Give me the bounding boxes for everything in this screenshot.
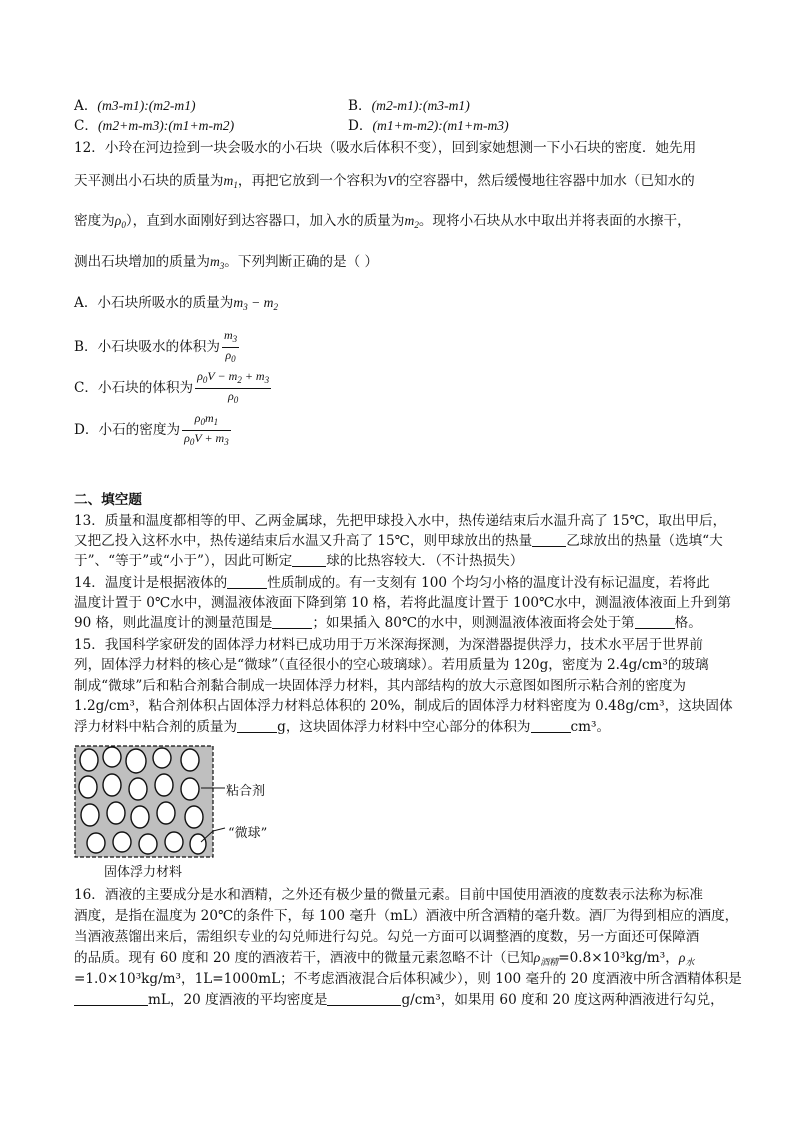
text: 的品质。现有 60 度和 20 度的酒液若干，酒液中的微量元素忽略不计（已知 [74, 950, 534, 966]
q14-line-1 [74, 574, 710, 592]
text: 测出石块增加的质量为 [74, 254, 210, 270]
q14-line-2: 温度计置于 0℃水中，测温液体液面下降到第 10 格，若将此温度计置于 100℃水中，测温液体液面上升到第 [74, 595, 731, 611]
microsphere [103, 747, 121, 767]
q12-option-d[interactable] [74, 411, 233, 445]
answer-blank[interactable] [292, 553, 326, 567]
subscript: 水 [685, 957, 695, 967]
text: g，这块固体浮力材料中空心部分的体积为 [277, 719, 531, 735]
q12-line-4 [74, 253, 378, 275]
text: =0.8×10³kg/m³， [558, 950, 679, 966]
answer-blank[interactable] [327, 992, 401, 1006]
microsphere [87, 833, 105, 853]
text: 的空容器中，然后缓慢地往容器中加水（已知水的 [395, 173, 695, 189]
q12-option-a[interactable] [74, 294, 278, 316]
text: 。下列判断正确的是（ ） [224, 254, 379, 270]
microsphere [126, 749, 146, 773]
q15-line-5 [74, 718, 610, 736]
text: ，再把它放到一个容积为 [237, 173, 388, 189]
q12-line-3 [74, 212, 691, 234]
q16-line-3: 当酒液蒸馏出来后，需组织专业的勾兑师进行勾兑。勾兑一方面可以调整酒的度数，另一方面还可保障酒 [74, 929, 700, 945]
q15-line-2: 列，固体浮力材料的核心是“微球”（直径很小的空心玻璃球）。若用质量为 120g，密度为 2.4g/cm³的玻璃 [74, 657, 709, 673]
q12-line-2 [74, 172, 695, 194]
q13-line-2 [74, 532, 723, 550]
option-label: A． [74, 98, 98, 114]
text: ；如果插入 80℃的水中，则测温液体液面将会处于第 [312, 615, 635, 631]
option-text: C．小石块的体积为 [74, 380, 194, 396]
q15-line-3: 制成“微球”后和粘合剂黏合制成一块固体浮力材料，其内部结构的放大示意图如图所示粘合剂的密度为 [74, 678, 687, 694]
rho-water: $\rho_水$ [678, 950, 695, 967]
microsphere [157, 802, 175, 824]
microsphere [79, 776, 97, 798]
q13-line-1: 13．质量和温度都相等的甲、乙两金属球，先把甲球投入水中，热传递结束后水温升高了 15℃，取出甲后， [74, 513, 727, 529]
q15-line-1: 15．我国科学家研发的固体浮力材料已成功用于万米深海探测，为深潜器提供浮力，技术水平居于世界前 [74, 637, 704, 653]
q13-line-3 [74, 552, 523, 570]
var-V: V [387, 173, 396, 188]
microsphere [165, 832, 183, 852]
text: 又把乙投入这杯水中，热传递结束后水温又升高了 15℃，则甲球放出的热量 [74, 533, 533, 549]
option-text: (m2+m-m3):(m1+m-m2) [98, 118, 235, 133]
answer-blank[interactable] [635, 615, 675, 629]
answer-blank[interactable] [531, 719, 571, 733]
text: mL，20 度酒液的平均密度是 [148, 992, 328, 1008]
option-text: D．小石的密度为 [74, 422, 181, 438]
microsphere [129, 778, 147, 800]
answer-blank[interactable] [272, 615, 312, 629]
option-text: (m2-m1):(m3-m1) [371, 98, 470, 113]
subscript: 酒精 [540, 957, 559, 967]
microsphere [181, 778, 199, 800]
text: g/cm³，如果用 60 度和 20 度这两种酒液进行勾兑， [401, 992, 724, 1008]
text: cm³。 [570, 719, 611, 735]
text: 于”、“等于”或“小于”），因此可断定 [74, 553, 293, 569]
q11-option-a[interactable] [74, 97, 196, 115]
microsphere [155, 774, 173, 796]
microsphere [181, 749, 199, 771]
microsphere [103, 774, 121, 796]
option-text: A．小石块所吸水的质量为 [74, 295, 234, 311]
text: 格。 [674, 615, 702, 631]
text: 性质制成的。有一支刻有 100 个均匀小格的温度计没有标记温度，若将此 [267, 575, 710, 591]
section-title: 二、填空题 [74, 492, 142, 508]
option-text: B．小石块吸水的体积为 [74, 339, 220, 355]
text: ），直到水面刚好到达容器口，加入水的质量为 [125, 213, 405, 229]
q12-line-1: 12．小玲在河边捡到一块会吸水的小石块（吸水后体积不变），回到家她想测一下小石块的密度．她先用 [74, 140, 697, 156]
microsphere [107, 802, 125, 824]
answer-blank[interactable] [532, 533, 566, 547]
q15-line-4: 1.2g/cm³，粘合剂体积占固体浮力材料总体积的 20%，制成后的固体浮力材料密度为 0.48g/cm³，这块固体 [74, 698, 733, 714]
q12-option-b[interactable] [74, 328, 241, 362]
q11-option-d[interactable] [348, 117, 509, 135]
q16-line-6 [74, 991, 724, 1009]
microsphere [80, 749, 98, 771]
formula-d: $\frac{\rho_0m_1}{\rho_0V + m_3}$ [184, 411, 229, 447]
option-label: D． [348, 118, 373, 134]
q14-line-3 [74, 614, 702, 632]
figure-label-binder: 粘合剂 [226, 784, 266, 799]
microsphere [185, 806, 203, 828]
text: 14．温度计是根据液体的 [74, 575, 228, 591]
var-m2: $m_2$ [404, 213, 419, 230]
q16-line-4 [74, 949, 694, 971]
q16-line-5: =1.0×10³kg/m³，1L=1000mL；不考虑酒液混合后体积减少），则 100 毫升的 20 度酒液中所含酒精体积是 [74, 971, 742, 987]
formula-c: $\frac{\rho_0V - m_2 + m_3}{\rho_0}$ [197, 369, 270, 405]
var-rho0: $\rho_0$ [114, 213, 126, 230]
microsphere [139, 834, 157, 854]
text: 乙球放出的热量（选填“大 [566, 533, 723, 549]
microsphere [113, 832, 131, 852]
microsphere-figure [74, 745, 214, 858]
text: 天平测出小石块的质量为 [74, 173, 224, 189]
microsphere [190, 834, 206, 854]
option-text: (m1+m-m2):(m1+m-m3) [372, 118, 509, 133]
figure-caption: 固体浮力材料 [104, 865, 183, 880]
option-label: B． [348, 98, 372, 114]
q12-option-c[interactable] [74, 369, 273, 403]
answer-blank[interactable] [74, 992, 148, 1006]
text: 球的比热容较大．（不计热损失） [326, 553, 524, 569]
figure-label-microsphere: “微球” [228, 826, 268, 841]
var-m1: $m_1$ [223, 173, 238, 190]
q16-line-1: 16．酒液的主要成分是水和酒精，之外还有极少量的微量元素。目前中国使用酒液的度数表示法称为标准 [74, 887, 704, 903]
var-m3: $m_3$ [209, 254, 225, 271]
q11-option-b[interactable] [348, 97, 470, 115]
answer-blank[interactable] [237, 719, 277, 733]
text: 浮力材料中粘合剂的质量为 [74, 719, 238, 735]
ball-leader-ext [213, 828, 225, 831]
text: 密度为 [74, 213, 115, 229]
microsphere [81, 804, 99, 826]
microsphere [131, 806, 149, 828]
text: 90 格，则此温度计的测量范围是 [74, 615, 273, 631]
option-text: (m3-m1):(m2-m1) [97, 98, 196, 113]
rho-alcohol: $\rho_{酒精}$ [533, 950, 559, 967]
q16-line-2: 酒度，是指在温度为 20℃的条件下，每 100 毫升（mL）酒液中所含酒精的毫升数。酒厂为得到相应的酒度， [74, 908, 739, 924]
answer-blank[interactable] [227, 575, 267, 589]
figure-leader-extensions [213, 745, 253, 858]
microsphere [153, 748, 171, 768]
q11-option-c[interactable] [74, 117, 234, 135]
text: 。现将小石块从水中取出并将表面的水擦干， [418, 213, 691, 229]
formula-b: $\frac{m_3}{\rho_0}$ [223, 328, 238, 364]
option-label: C． [74, 118, 98, 134]
formula-a: $m_3 - m_2$ [233, 295, 278, 312]
